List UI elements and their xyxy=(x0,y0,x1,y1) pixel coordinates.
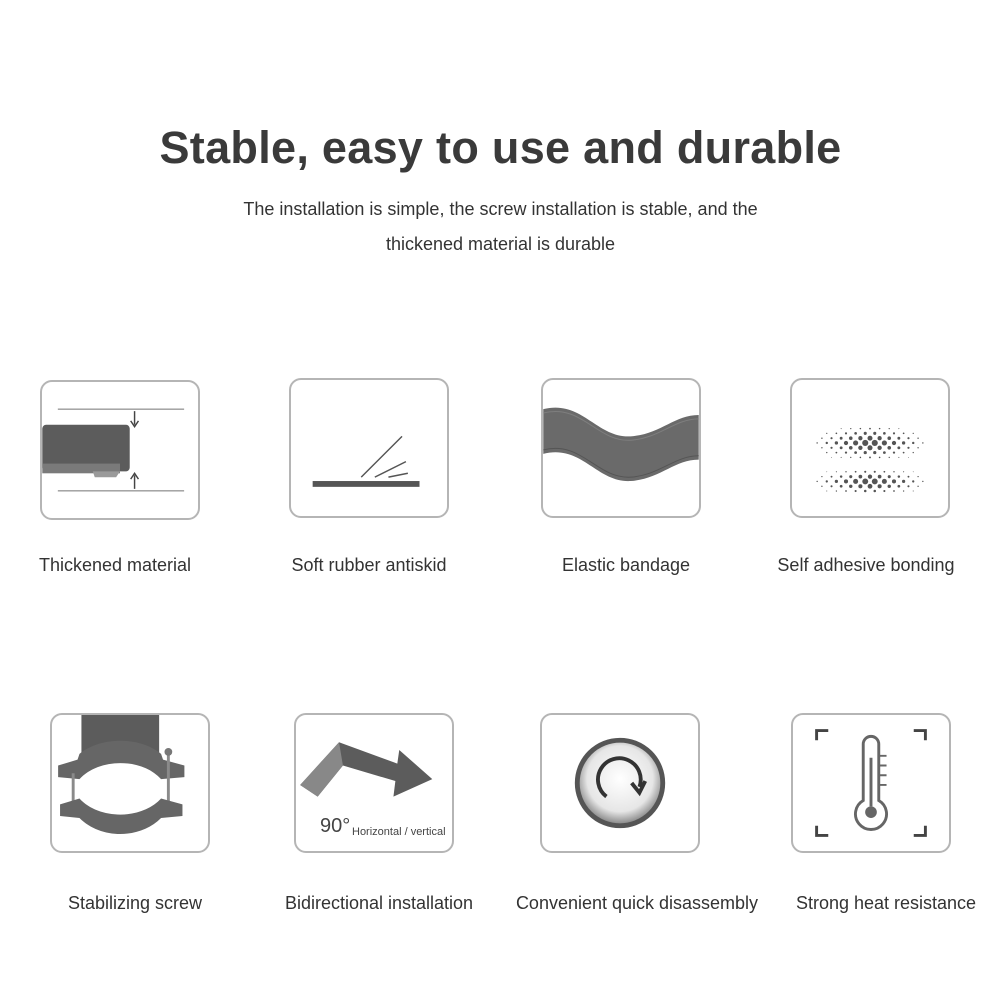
adhesive-dot xyxy=(831,476,833,478)
adhesive-dot xyxy=(912,442,914,444)
adhesive-dot xyxy=(883,490,885,492)
adhesive-dot xyxy=(917,476,918,477)
adhesive-dot xyxy=(877,436,881,440)
adhesive-dot xyxy=(879,428,880,429)
adhesive-dot xyxy=(868,484,873,489)
adhesive-dot xyxy=(873,490,876,493)
adhesive-dot xyxy=(845,451,847,453)
adhesive-dot xyxy=(892,479,896,483)
adhesive-dot xyxy=(836,490,837,491)
adhesive-dot xyxy=(872,440,878,446)
adhesive-dot xyxy=(821,476,822,477)
adhesive-dot xyxy=(836,432,838,434)
adhesive-dot xyxy=(853,440,858,445)
adhesive-dot xyxy=(893,490,895,492)
adhesive-dot xyxy=(868,436,873,441)
adhesive-dot xyxy=(898,457,899,458)
adhesive-dot xyxy=(878,484,882,488)
adhesive-dot xyxy=(889,457,890,458)
adhesive-dot xyxy=(879,457,881,459)
feature-card-disassembly xyxy=(540,713,700,853)
adhesive-dot xyxy=(821,486,822,487)
adhesive-dot xyxy=(887,446,891,450)
adhesive-dots-icon xyxy=(792,380,948,516)
feature-label-elastic: Elastic bandage xyxy=(561,555,691,575)
thermometer-icon xyxy=(793,715,949,851)
adhesive-dot xyxy=(903,490,904,491)
adhesive-dot xyxy=(917,447,918,448)
subtitle-line-1: The installation is simple, the screw installation is stable, and the xyxy=(243,199,758,219)
adhesive-dot xyxy=(864,490,867,493)
subtitle-line-2: thickened material is durable xyxy=(385,234,616,254)
thickness-icon xyxy=(42,382,198,518)
adhesive-dot xyxy=(868,475,872,479)
adhesive-dot xyxy=(922,442,923,443)
adhesive-dot xyxy=(907,437,909,439)
adhesive-dot xyxy=(867,445,872,450)
adhesive-dot xyxy=(897,437,900,440)
adhesive-dot xyxy=(883,451,886,454)
adhesive-dot xyxy=(826,442,828,444)
page-title: Stable, easy to use and durable xyxy=(159,122,842,173)
adhesive-dot xyxy=(913,452,914,453)
feature-card-thickened xyxy=(40,380,200,520)
adhesive-dot xyxy=(821,437,822,438)
feature-card-adhesive xyxy=(790,378,950,518)
adhesive-dot xyxy=(864,451,867,454)
adhesive-dot xyxy=(893,471,894,472)
adhesive-dot xyxy=(869,457,871,459)
adhesive-dot xyxy=(855,490,857,492)
adhesive-dot xyxy=(897,446,900,449)
adhesive-dot xyxy=(917,437,918,438)
adhesive-dot xyxy=(903,432,905,434)
adhesive-dot xyxy=(874,471,876,473)
rubber-pad-icon xyxy=(291,380,447,516)
feature-card-heat xyxy=(791,713,951,853)
adhesive-dot xyxy=(850,428,851,429)
adhesive-dot xyxy=(830,447,832,449)
adhesive-dot xyxy=(859,475,863,479)
adhesive-dot xyxy=(913,433,914,434)
adhesive-dot xyxy=(836,452,838,454)
adhesive-dot xyxy=(882,479,887,484)
adhesive-dot xyxy=(897,485,900,488)
adhesive-dot xyxy=(873,432,876,435)
adhesive-dot xyxy=(862,440,868,446)
adhesive-dot xyxy=(902,480,905,483)
adhesive-dot xyxy=(912,480,914,482)
adhesive-dot xyxy=(844,479,848,483)
feature-label-heat: Strong heat resistance xyxy=(795,893,977,913)
adhesive-dot xyxy=(845,490,847,492)
adhesive-dot xyxy=(888,485,891,488)
adhesive-dot xyxy=(858,446,862,450)
adhesive-dot xyxy=(908,457,909,458)
adhesive-dot xyxy=(858,436,862,440)
feature-label-disassembly: Convenient quick disassembly xyxy=(515,893,759,913)
adhesive-dot xyxy=(913,471,914,472)
adhesive-dot xyxy=(893,432,895,434)
adhesive-dot xyxy=(840,437,843,440)
adhesive-dot xyxy=(913,491,914,492)
rotate-icon xyxy=(542,715,698,851)
adhesive-dot xyxy=(830,485,832,487)
orientation-text: Horizontal / vertical xyxy=(352,826,446,838)
adhesive-dot xyxy=(830,437,832,439)
feature-label-screw: Stabilizing screw xyxy=(67,893,203,913)
adhesive-dot xyxy=(864,471,866,473)
adhesive-dot xyxy=(872,478,878,484)
adhesive-dot xyxy=(816,481,817,482)
adhesive-dot xyxy=(907,485,909,487)
feature-card-elastic xyxy=(541,378,701,518)
page-subtitle xyxy=(0,192,1001,262)
adhesive-dot xyxy=(841,457,842,458)
adhesive-dot xyxy=(882,440,887,445)
adhesive-dot xyxy=(903,471,904,472)
adhesive-dot xyxy=(869,428,871,430)
adhesive-dot xyxy=(858,484,862,488)
adhesive-dot xyxy=(888,475,891,478)
adhesive-dot xyxy=(898,475,900,477)
adhesive-dot xyxy=(854,451,857,454)
adhesive-dot xyxy=(840,446,843,449)
adhesive-dot xyxy=(840,475,842,477)
adhesive-dot xyxy=(862,478,868,484)
adhesive-dot xyxy=(826,480,828,482)
angle-text: 90° xyxy=(320,815,351,837)
adhesive-dot xyxy=(849,446,853,450)
adhesive-dot xyxy=(883,432,886,435)
adhesive-dot xyxy=(835,480,838,483)
adhesive-dot xyxy=(902,441,905,444)
adhesive-dot xyxy=(907,447,909,449)
adhesive-dot xyxy=(816,442,817,443)
adhesive-dot xyxy=(821,447,822,448)
feature-label-thickened: Thickened material xyxy=(38,555,192,575)
adhesive-dot xyxy=(849,485,852,488)
adhesive-dot xyxy=(889,428,890,429)
adhesive-dot xyxy=(878,475,882,479)
adhesive-dot xyxy=(844,441,848,445)
feature-card-rubber xyxy=(289,378,449,518)
adhesive-dot xyxy=(841,428,842,429)
feature-card-screw xyxy=(50,713,210,853)
adhesive-dot xyxy=(853,479,858,484)
adhesive-dot xyxy=(840,485,843,488)
adhesive-dot xyxy=(860,428,861,429)
clamp-screw-icon xyxy=(52,715,208,851)
adhesive-dot xyxy=(877,446,881,450)
adhesive-dot xyxy=(873,451,876,454)
adhesive-dot xyxy=(854,432,857,435)
adhesive-dot xyxy=(831,457,832,458)
feature-label-adhesive: Self adhesive bonding xyxy=(777,555,955,575)
adhesive-dot xyxy=(887,436,891,440)
adhesive-dot xyxy=(917,486,918,487)
adhesive-dot xyxy=(826,491,827,492)
adhesive-dot xyxy=(883,471,885,473)
adhesive-dot xyxy=(835,441,838,444)
elastic-band-icon xyxy=(543,380,699,516)
adhesive-dot xyxy=(855,471,857,473)
adhesive-dot xyxy=(845,471,846,472)
adhesive-dot xyxy=(860,457,862,459)
adhesive-dot xyxy=(826,433,827,434)
adhesive-dot xyxy=(922,481,923,482)
adhesive-dot xyxy=(898,428,899,429)
adhesive-dot xyxy=(826,452,827,453)
adhesive-dot xyxy=(849,475,852,478)
adhesive-dot xyxy=(850,457,851,458)
adhesive-dot xyxy=(908,476,910,478)
feature-card-bidirectional xyxy=(294,713,454,853)
adhesive-dot xyxy=(864,432,867,435)
adhesive-dot xyxy=(893,451,895,453)
adhesive-dot xyxy=(836,471,837,472)
feature-label-bidirectional: Bidirectional installation xyxy=(284,893,474,913)
adhesive-dot xyxy=(892,441,896,445)
feature-label-rubber: Soft rubber antiskid xyxy=(291,555,447,575)
adhesive-dot xyxy=(903,452,905,454)
adhesive-dot xyxy=(845,432,847,434)
adhesive-dot xyxy=(849,436,853,440)
adhesive-dot xyxy=(826,471,827,472)
